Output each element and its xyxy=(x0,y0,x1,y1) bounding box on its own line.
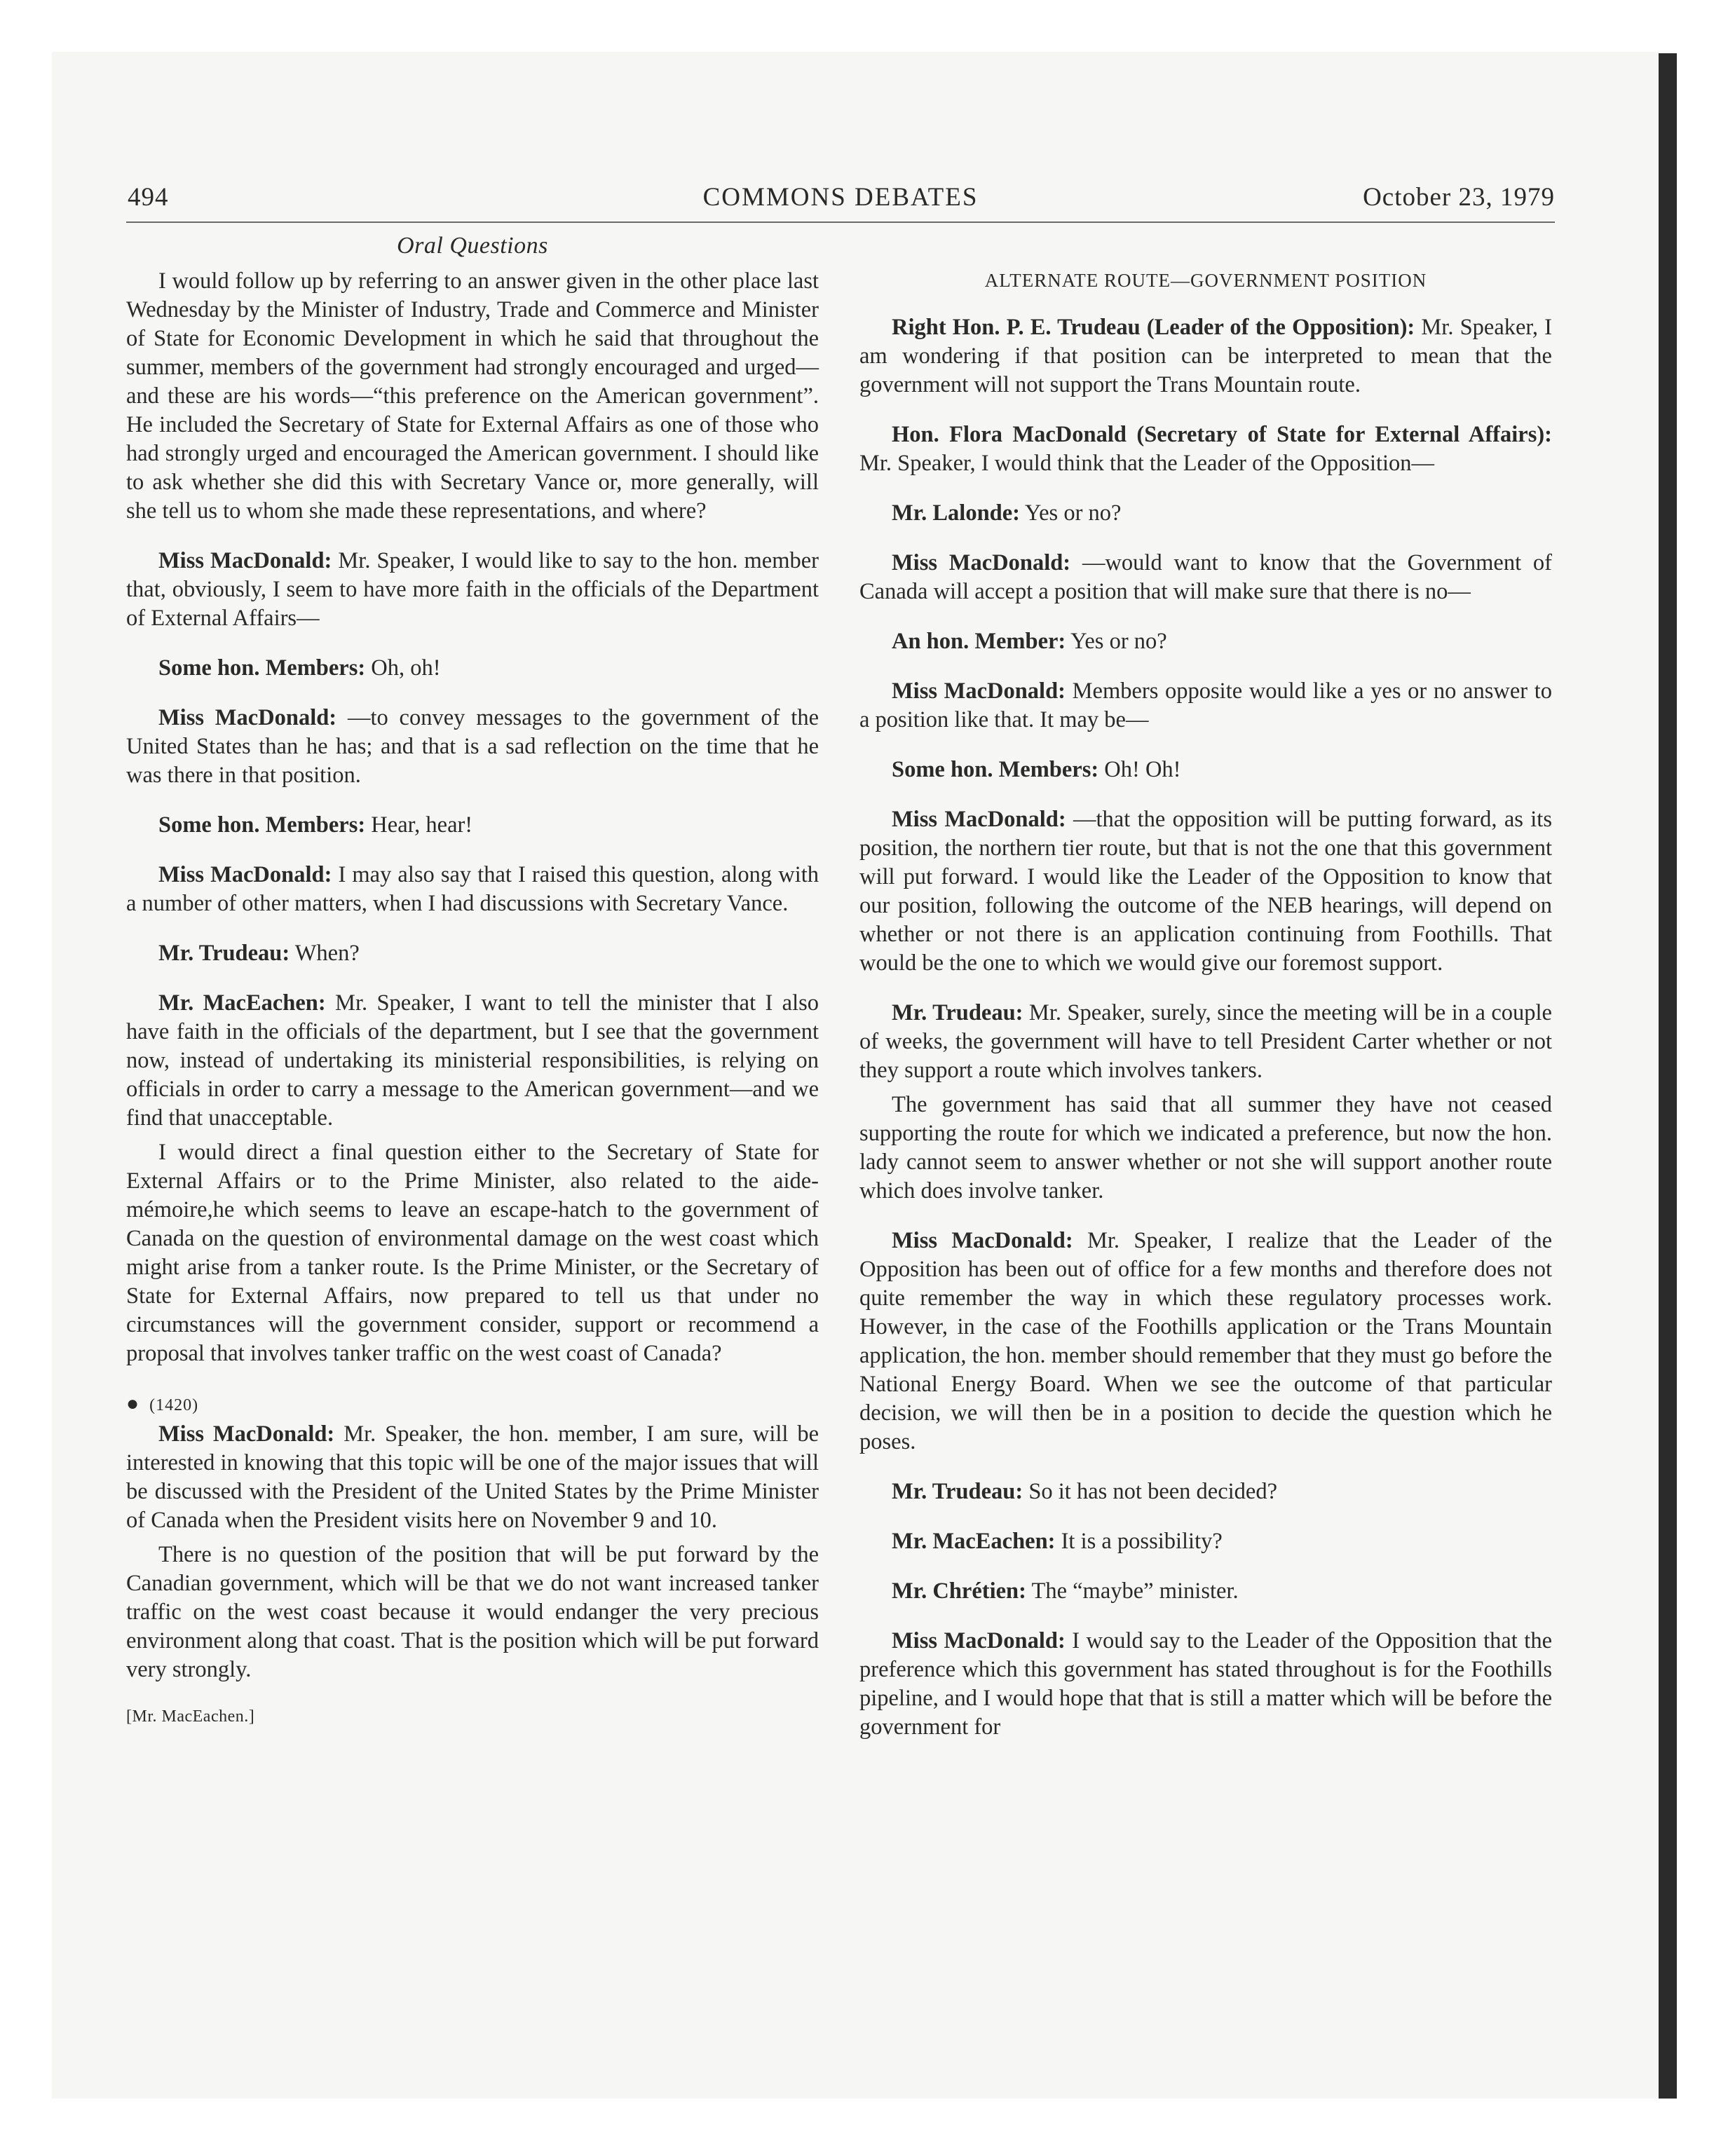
speech-paragraph xyxy=(859,999,1552,1085)
speech-paragraph xyxy=(126,547,819,633)
speech-text: —to convey messages to the government of the United States than he has; and that is a sad reflection on the time that he was there in that position. xyxy=(126,705,819,788)
running-header xyxy=(126,178,1555,223)
speech-continuation: There is no question of the position that will be put forward by the Canadian government, which will be that we do not want increased tanker traffic on the west coast because it would endanger the very precious environment along that coast. That is the position which will be put forward very strongly. xyxy=(126,1542,819,1682)
speech-text: Oh, oh! xyxy=(365,655,441,681)
speech-paragraph xyxy=(126,1420,819,1535)
speaker-name: Miss MacDonald: xyxy=(892,1228,1073,1253)
speech-text: Mr. Speaker, I would think that the Leader of the Opposition— xyxy=(859,451,1435,476)
speech-paragraph xyxy=(859,1577,1552,1606)
speech-text: Mr. Speaker, I want to tell the minister that I also have faith in the officials of the department, but I see that the government now, instead of undertaking its ministerial responsibilities, is relying on officials in order to carry a message to the American government—and we find that unacceptable. xyxy=(126,990,819,1131)
speech-paragraph xyxy=(126,989,819,1133)
intro-paragraph: I would follow up by referring to an answer given in the other place last Wednesday by the Minister of Industry, Trade and Commerce and Minister of State for Economic Development in which he said that throughout the summer, members of the government had strongly encouraged and urged—and these are his words—“this preference on the American government”. He included the Secretary of State for External Affairs as one of those who had strongly urged and encouraged the American government. I should like to ask whether she did this with Secretary Vance or, more generally, will she tell us to whom she made these representations, and where? xyxy=(126,268,819,524)
speech-paragraph xyxy=(859,805,1552,978)
speech-text: Mr. Speaker, surely, since the meeting will be in a couple of weeks, the government will have to tell President Carter whether or not they support a route which involves tankers. xyxy=(859,1000,1552,1083)
sitting-date: October 23, 1979 xyxy=(1363,183,1555,212)
speech-text: Mr. Speaker, I would like to say to the hon. member that, obviously, I seem to have more faith in the officials of the Department of External Affairs— xyxy=(126,548,819,631)
speech-text: Yes or no? xyxy=(1066,629,1167,654)
speech-text: I may also say that I raised this question, along with a number of other matters, when I had discussions with Secretary Vance. xyxy=(126,862,819,916)
left-column xyxy=(126,231,819,1731)
speech-continuation: I would direct a final question either to the Secretary of State for External Affairs or to the Prime Minister, also related to the aide-mémoire,he which seems to leave an escape-hatch to the government of Canada on the question of environmental damage on the west coast which might arise from a tanker route. Is the Prime Minister, or the Secretary of State for External Affairs, now prepared to tell us that under no circumstances will the government consider, support or recommend a proposal that involves tanker traffic on the west coast of Canada? xyxy=(126,1140,819,1366)
speaker-name: Miss MacDonald: xyxy=(892,550,1071,575)
bullet-icon: ● xyxy=(126,1392,140,1415)
speaker-name: Mr. MacEachen: xyxy=(158,990,326,1016)
speech-paragraph xyxy=(859,756,1552,784)
time-marker-text: (1420) xyxy=(149,1396,199,1414)
speech-text: —would want to know that the Government of Canada will accept a position that will make sure that there is no— xyxy=(859,550,1553,604)
scan-edge-shadow xyxy=(1659,53,1677,2099)
speaker-name: Some hon. Members: xyxy=(158,812,366,838)
speech-text: Oh! Oh! xyxy=(1098,757,1181,782)
speaker-name: Some hon. Members: xyxy=(158,655,366,681)
speaker-name: Some hon. Members: xyxy=(892,757,1099,782)
section-title: Oral Questions xyxy=(397,233,548,259)
speech-text: It is a possibility? xyxy=(1055,1529,1223,1554)
speaker-name: Mr. Trudeau: xyxy=(158,941,290,966)
speech-paragraph xyxy=(859,421,1552,478)
speaker-name: Hon. Flora MacDonald (Secretary of State for External Affairs): xyxy=(892,422,1552,447)
speaker-name: Miss MacDonald: xyxy=(892,1628,1066,1653)
time-marker xyxy=(126,1389,819,1420)
speech-text: —that the opposition will be putting forward, as its position, the northern tier route, but that is not the one that this government will put forward. I would like the Leader of the Opposition to know that our position, following the outcome of the NEB hearings, will depend on whether or not there is an application continuing from Foothills. That would be the one to which we would give our foremost support. xyxy=(859,807,1552,976)
speaker-name: An hon. Member: xyxy=(892,629,1066,654)
speaker-name: Mr. MacEachen: xyxy=(892,1529,1056,1554)
publication-title: COMMONS DEBATES xyxy=(702,183,979,212)
speaker-name: Miss MacDonald: xyxy=(158,1421,335,1447)
speech-paragraph xyxy=(126,811,819,840)
speaker-name: Miss MacDonald: xyxy=(892,807,1066,832)
speech-paragraph xyxy=(859,549,1552,606)
speech-text: Mr. Speaker, I realize that the Leader of the Opposition has been out of office for a few months and therefore does not quite remember the way in which these regulatory processes work. However, in the case of the Foothills application or the Trans Mountain application, the hon. member should remember that they must go before the National Energy Board. When we see the outcome of that particular decision, we will then be in a position to decide the question which he poses. xyxy=(859,1228,1552,1454)
speech-text: Members opposite would like a yes or no answer to a position like that. It may be— xyxy=(859,678,1552,732)
speech-text: The “maybe” minister. xyxy=(1026,1578,1239,1604)
speech-text: When? xyxy=(290,941,360,966)
speaker-name: Mr. Trudeau: xyxy=(892,1479,1023,1504)
right-column xyxy=(859,266,1552,1742)
speech-paragraph xyxy=(126,654,819,683)
speech-text: Mr. Speaker, I am wondering if that position can be interpreted to mean that the government will not support the Trans Mountain route. xyxy=(859,315,1553,397)
speech-text: Yes or no? xyxy=(1019,500,1122,526)
speech-text: Hear, hear! xyxy=(365,812,473,838)
speaker-name: Miss MacDonald: xyxy=(158,705,337,730)
speaker-name: Miss MacDonald: xyxy=(892,678,1066,704)
speaker-footnote: [Mr. MacEachen.] xyxy=(126,1707,255,1726)
speech-text: Mr. Speaker, the hon. member, I am sure, will be interested in knowing that this topic will be one of the major issues that will be discussed with the President of the United States by the Prime Minister of Canada when the President visits here on November 9 and 10. xyxy=(126,1421,819,1533)
section-subhead: ALTERNATE ROUTE—GOVERNMENT POSITION xyxy=(984,270,1427,291)
speaker-name: Right Hon. P. E. Trudeau (Leader of the Opposition): xyxy=(892,315,1415,340)
speech-continuation: The government has said that all summer they have not ceased supporting the route for which we indicated a preference, but now the hon. lady cannot seem to answer whether or not she will support another route which does involve tanker. xyxy=(859,1092,1552,1203)
speech-paragraph xyxy=(859,1627,1552,1742)
speaker-name: Mr. Chrétien: xyxy=(892,1578,1026,1604)
page-number: 494 xyxy=(128,183,169,212)
speech-paragraph xyxy=(859,313,1552,400)
speech-paragraph xyxy=(859,1527,1552,1556)
speaker-name: Mr. Trudeau: xyxy=(892,1000,1023,1025)
speech-paragraph xyxy=(859,1478,1552,1506)
speech-paragraph xyxy=(859,499,1552,528)
speech-text: So it has not been decided? xyxy=(1023,1479,1278,1504)
speaker-name: Miss MacDonald: xyxy=(158,548,332,573)
speech-paragraph xyxy=(126,704,819,790)
speaker-name: Miss MacDonald: xyxy=(158,862,332,887)
speaker-name: Mr. Lalonde: xyxy=(892,500,1020,526)
speech-text: I would say to the Leader of the Opposition that the preference which this government has stated throughout is for the Foothills pipeline, and I would hope that that is still a matter which will be before the government for xyxy=(859,1628,1552,1740)
speech-paragraph xyxy=(126,939,819,968)
speech-paragraph xyxy=(859,1227,1552,1456)
speech-paragraph xyxy=(126,861,819,918)
speech-paragraph xyxy=(859,677,1552,735)
speech-paragraph xyxy=(859,627,1552,656)
